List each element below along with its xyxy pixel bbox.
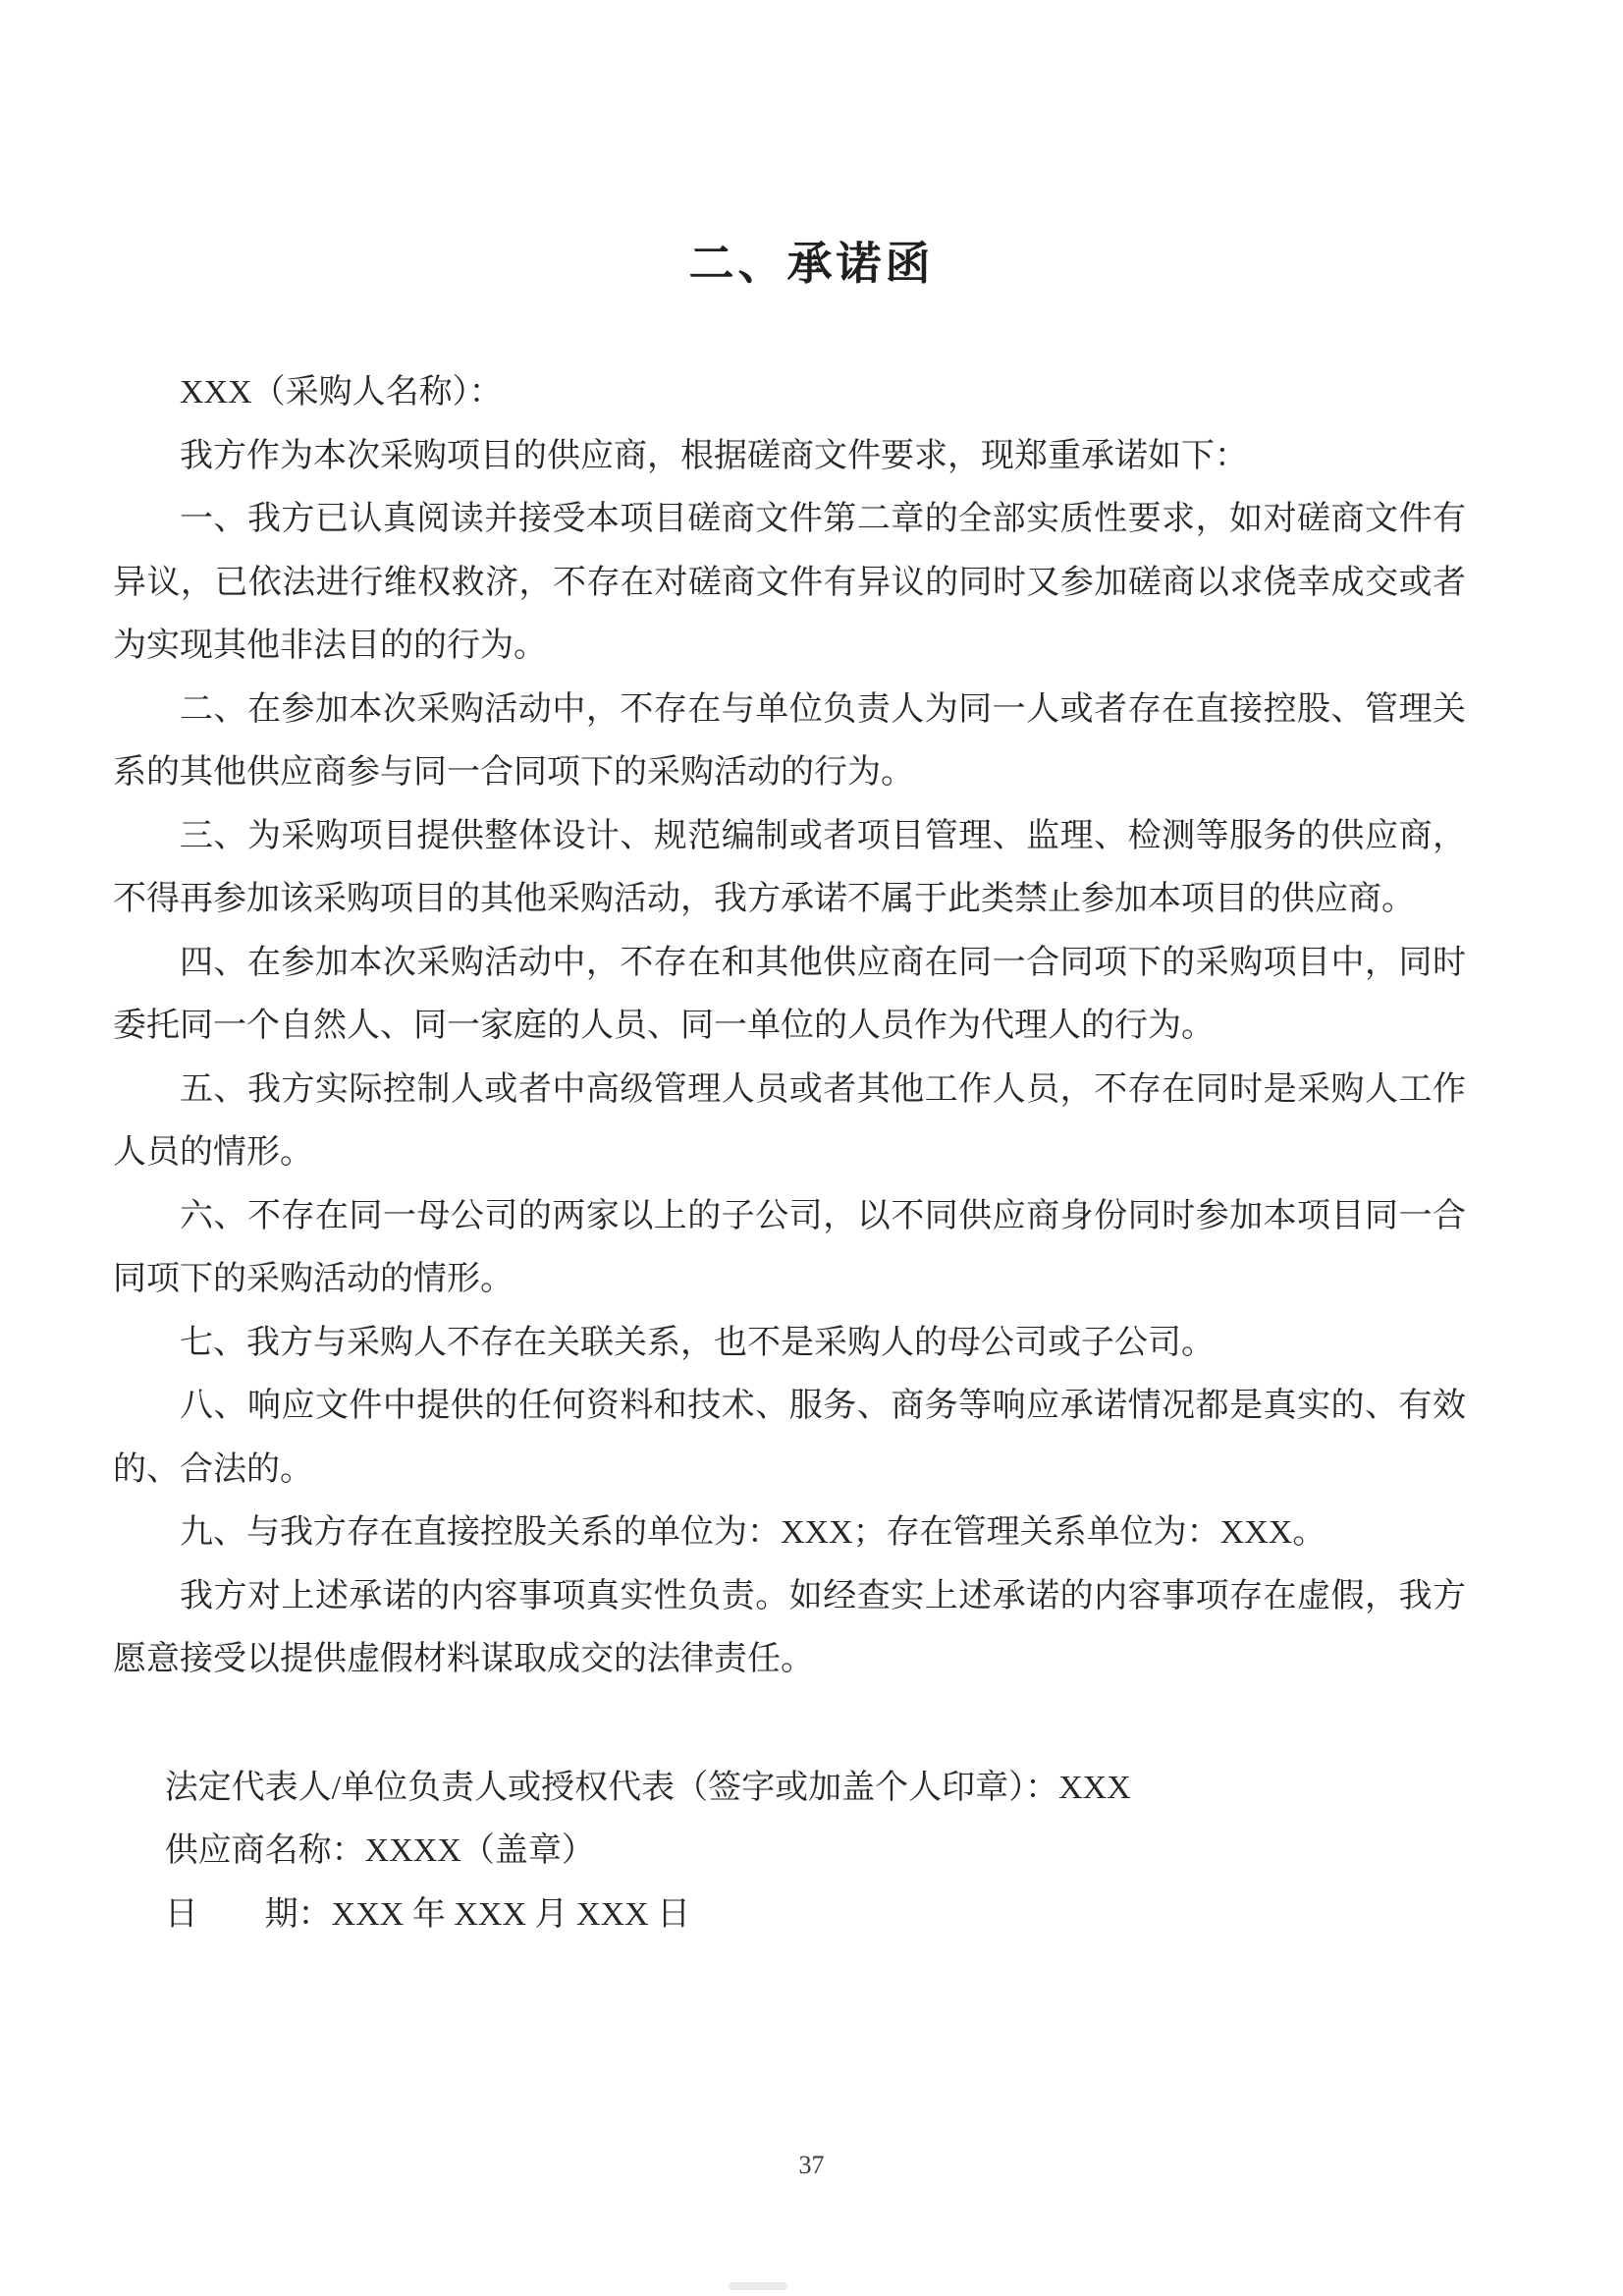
commitment-item-1: 一、我方已认真阅读并接受本项目磋商文件第二章的全部实质性要求，如对磋商文件有异议，已依法进行维权救济，不存在对磋商文件有异议的同时又参加磋商以求侥幸成交或者为实现其他非法目的的行为。	[113, 501, 1466, 664]
letter-body	[113, 361, 1466, 1946]
commitment-item-9: 九、与我方存在直接控股关系的单位为：XXX；存在管理关系单位为：XXX。	[180, 1514, 1326, 1551]
commitment-item-2: 二、在参加本次采购活动中，不存在与单位负责人为同一人或者存在直接控股、管理关系的其他供应商参与同一合同项下的采购活动的行为。	[113, 690, 1466, 791]
intro-line: 我方作为本次采购项目的供应商，根据磋商文件要求，现郑重承诺如下：	[180, 437, 1248, 474]
closing-statement: 我方对上述承诺的内容事项真实性负责。如经查实上述承诺的内容事项存在虚假，我方愿意接受以提供虚假材料谋取成交的法律责任。	[113, 1577, 1466, 1677]
commitment-item-5: 五、我方实际控制人或者中高级管理人员或者其他工作人员，不存在同时是采购人工作人员的情形。	[113, 1070, 1466, 1171]
signature-date-line: 日 期：XXX 年 XXX 月 XXX 日	[164, 1895, 691, 1933]
page-number: 37	[798, 2151, 825, 2179]
signature-supplier-line: 供应商名称：XXXX（盖章）	[164, 1832, 595, 1869]
commitment-item-4: 四、在参加本次采购活动中，不存在和其他供应商在同一合同项下的采购项目中，同时委托同一个自然人、同一家庭的人员、同一单位的人员作为代理人的行为。	[113, 944, 1466, 1044]
commitment-item-7: 七、我方与采购人不存在关联关系，也不是采购人的母公司或子公司。	[180, 1324, 1215, 1361]
signature-representative-line: 法定代表人/单位负责人或授权代表（签字或加盖个人印章）：XXX	[164, 1769, 1131, 1806]
salutation: XXX（采购人名称）：	[180, 374, 503, 410]
commitment-item-8: 八、响应文件中提供的任何资料和技术、服务、商务等响应承诺情况都是真实的、有效的、合法的。	[113, 1388, 1466, 1488]
commitment-item-3: 三、为采购项目提供整体设计、规范编制或者项目管理、监理、检测等服务的供应商，不得再参加该采购项目的其他采购活动，我方承诺不属于此类禁止参加本项目的供应商。	[113, 817, 1466, 917]
scan-artifact-mark	[729, 2282, 787, 2290]
signature-block	[113, 1757, 1466, 1947]
document-title: 二、承诺函	[688, 239, 935, 289]
commitment-item-6: 六、不存在同一母公司的两家以上的子公司，以不同供应商身份同时参加本项目同一合同项下的采购活动的情形。	[113, 1197, 1466, 1297]
